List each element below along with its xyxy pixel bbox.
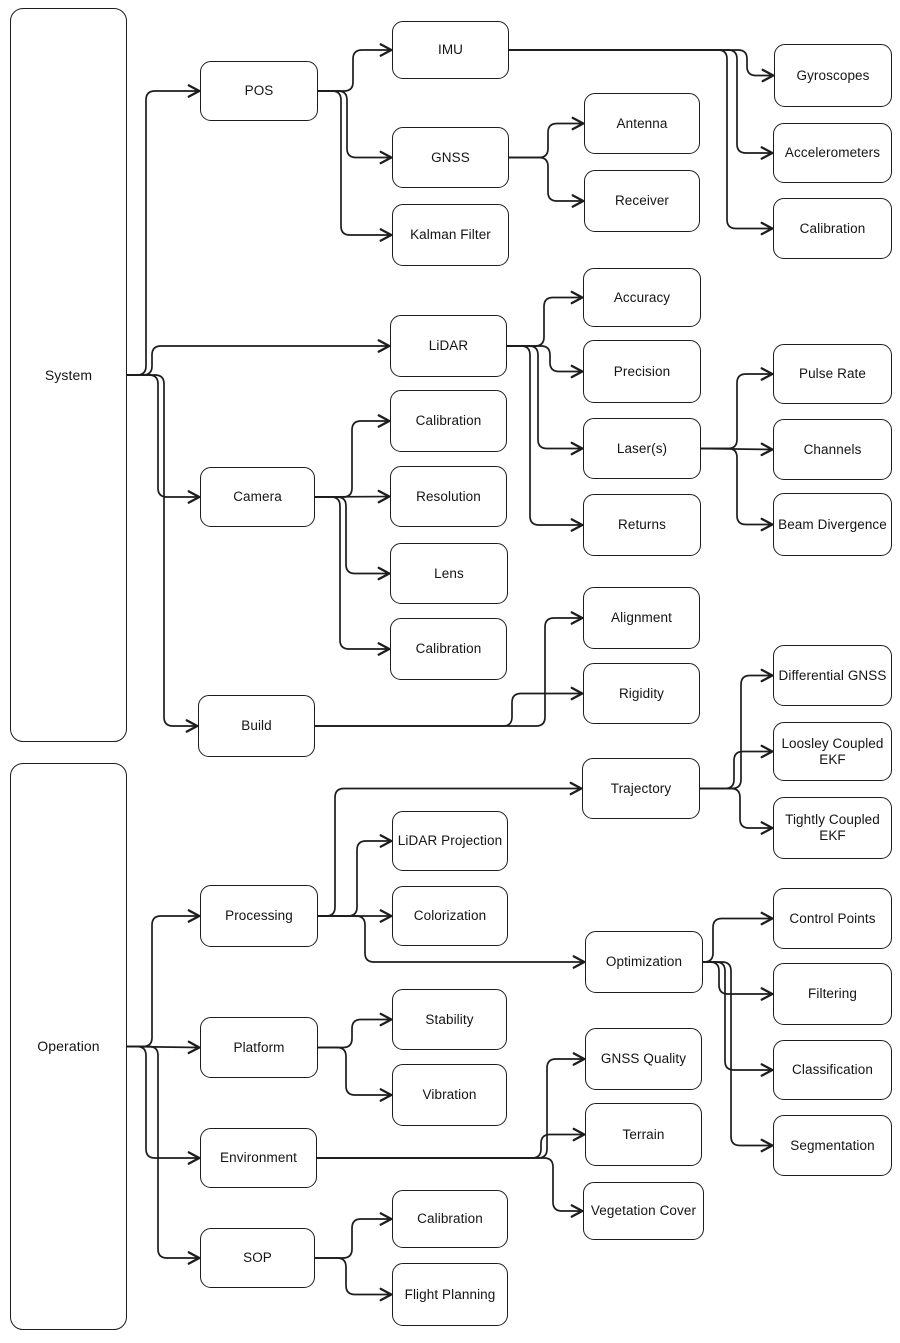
node-label: Control Points [789,910,876,926]
node-operation [10,763,127,1330]
node-label: Calibration [417,1211,483,1227]
node-tightly_ekf [773,797,892,859]
node-label: Platform [233,1039,285,1055]
node-label: Receiver [614,193,670,209]
node-stability [392,989,507,1050]
node-label: Segmentation [790,1137,875,1153]
node-label: Alignment [611,610,672,626]
node-label: Stability [425,1011,474,1027]
node-sop [200,1228,315,1288]
node-label: Optimization [605,954,683,970]
node-imu_calibration [773,198,892,259]
node-label: Environment [220,1150,297,1166]
node-optimization [585,931,703,993]
node-rigidity [583,663,700,724]
node-resolution [390,466,507,527]
node-label: Calibration [799,220,866,236]
node-label: Build [241,718,272,734]
node-pulse_rate [773,344,892,404]
node-lens [390,543,508,604]
node-antenna [584,93,700,154]
node-gyroscopes [774,44,892,107]
node-label: Operation [37,1038,100,1055]
node-label: Rigidity [618,685,665,701]
node-label: Vegetation Cover [590,1203,697,1219]
node-environment [200,1128,317,1188]
node-label: Accelerometers [784,145,881,161]
node-imu [392,21,509,79]
node-accelerometers [773,123,892,183]
node-label: Kalman Filter [410,227,491,243]
node-colorization [392,886,508,946]
node-label: Resolution [416,488,481,504]
node-camera [200,467,315,527]
node-label: Beam Divergence [778,516,887,532]
node-sop_calibration [392,1190,508,1248]
node-lidar_projection [392,811,508,871]
node-label: Laser(s) [616,440,668,456]
node-gnss [392,127,509,188]
node-differential_gnss [773,645,892,706]
node-label: Trajectory [610,780,672,796]
node-classification [773,1040,892,1100]
node-vegetation_cover [583,1182,704,1240]
node-receiver [584,170,700,232]
node-accuracy [583,268,701,327]
node-label: Differential GNSS [778,667,887,683]
node-label: Classification [792,1062,873,1078]
node-label: GNSS Quality [600,1051,687,1067]
node-cam_calibration_1 [390,390,507,452]
node-cam_calibration_2 [390,618,507,680]
node-filtering [773,963,892,1025]
node-label: IMU [437,42,464,58]
node-precision [583,340,701,403]
node-kalman_filter [392,204,509,266]
node-label: System [44,366,93,383]
node-label: Calibration [415,641,482,657]
node-label: Terrain [622,1126,665,1142]
node-trajectory [582,758,700,819]
node-label: LiDAR [428,338,469,354]
node-label: Processing [225,908,293,924]
node-returns [583,494,701,556]
node-terrain [585,1103,702,1166]
node-label: Returns [618,517,666,533]
node-label: LiDAR Projection [397,833,503,849]
node-pos [200,61,318,121]
node-gnss_quality [585,1028,702,1090]
node-channels [773,419,892,480]
node-label: Pulse Rate [798,366,867,382]
node-label: Camera [233,489,282,505]
node-vibration [392,1064,507,1126]
node-label: Precision [613,363,671,379]
node-lasers [583,418,701,479]
node-label: Flight Planning [404,1286,496,1302]
node-label: Filtering [808,986,857,1002]
node-beam_divergence [773,493,892,556]
node-label: Colorization [413,908,487,924]
node-label: Tightly Coupled EKF [785,812,880,843]
node-label: Accuracy [613,289,671,305]
node-platform [200,1017,318,1078]
node-label: Channels [803,441,862,457]
node-label: Lens [434,565,464,581]
node-label: SOP [243,1250,272,1266]
node-label: Gyroscopes [796,67,870,83]
node-label: GNSS [431,149,470,165]
node-label: Vibration [422,1087,477,1103]
node-control_points [773,888,892,949]
node-lidar [390,315,507,377]
node-alignment [583,587,700,649]
node-processing [200,885,318,947]
node-loosely_ekf [773,722,892,781]
node-system [10,8,127,742]
node-build [198,695,315,757]
node-label: Antenna [616,115,668,131]
node-segmentation [773,1115,892,1176]
node-flight_planning [392,1263,508,1326]
node-label: Calibration [415,413,482,429]
node-label: POS [244,83,274,99]
node-label: Loosley Coupled EKF [781,735,884,767]
